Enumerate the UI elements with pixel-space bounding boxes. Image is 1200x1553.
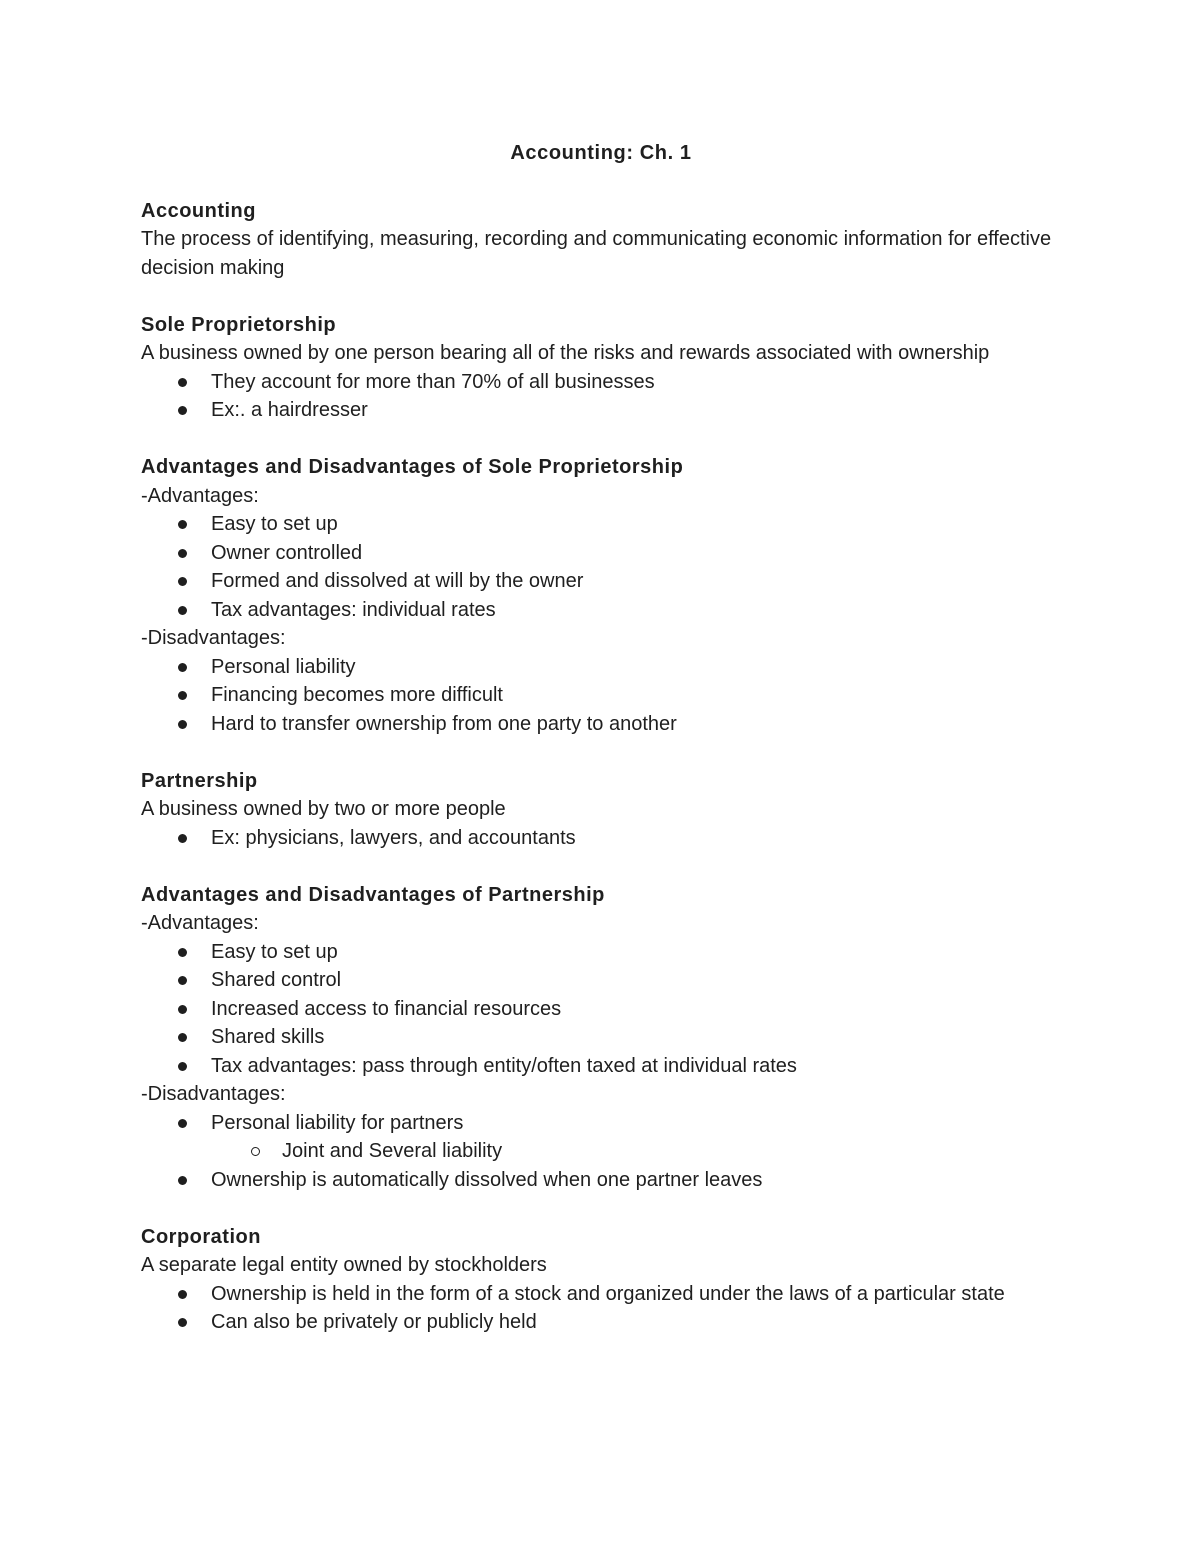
- disadvantages-label: -Disadvantages:: [141, 627, 286, 649]
- section-partnership-advantages: [141, 881, 1061, 1195]
- list-item: [141, 368, 1061, 397]
- bullet-icon: [178, 1005, 187, 1014]
- bullet-icon: [178, 549, 187, 558]
- list-item-text: Ex: physicians, lawyers, and accountants: [211, 826, 576, 849]
- section-heading: Sole Proprietorship: [141, 313, 337, 336]
- bullet-icon: [178, 720, 187, 729]
- hollow-bullet-icon: [251, 1147, 260, 1156]
- list-item-text: Can also be privately or publicly held: [211, 1311, 537, 1333]
- nested-list-item: [141, 1137, 1061, 1166]
- list-item-text: Formed and dissolved at will by the owner: [211, 570, 584, 592]
- list-item-text: Easy to set up: [211, 940, 338, 963]
- list-item-text: Personal liability for partners: [211, 1111, 464, 1134]
- list-item-text: Ex:. a hairdresser: [211, 399, 368, 421]
- bullet-icon: [178, 976, 187, 985]
- definition-text: The process of identifying, measuring, recording and communicating economic information for effective decision making: [141, 228, 1052, 279]
- list-item: [141, 938, 1061, 967]
- list-item-text: Hard to transfer ownership from one party to another: [211, 712, 677, 735]
- bullet-icon: [178, 606, 187, 615]
- list-item: [141, 1280, 1061, 1309]
- section-heading: Advantages and Disadvantages of Partnership: [141, 883, 605, 906]
- list-item: [141, 510, 1061, 539]
- list-item-text: Ownership is automatically dissolved when one partner leaves: [211, 1168, 763, 1191]
- section-heading: Corporation: [141, 1225, 261, 1248]
- list-item: [141, 539, 1061, 568]
- section-sole-proprietorship: [141, 311, 1061, 425]
- list-item: [141, 396, 1061, 425]
- list-item: [141, 1109, 1061, 1138]
- list-item-text: Increased access to financial resources: [211, 997, 562, 1020]
- list-item: [141, 596, 1061, 625]
- list-item: [141, 995, 1061, 1024]
- bullet-icon: [178, 1062, 187, 1071]
- nested-list: [141, 1137, 1061, 1166]
- list-item: [141, 1166, 1061, 1195]
- list-item: [141, 1308, 1061, 1337]
- list-item-text: They account for more than 70% of all businesses: [211, 370, 655, 393]
- list-item: [141, 966, 1061, 995]
- bullet-list: [141, 824, 1061, 853]
- disadvantages-list: [141, 1109, 1061, 1138]
- disadvantages-list-continued: [141, 1166, 1061, 1195]
- bullet-icon: [178, 520, 187, 529]
- disadvantages-label: -Disadvantages:: [141, 1083, 286, 1105]
- list-item: [141, 824, 1061, 853]
- section-heading: Advantages and Disadvantages of Sole Proprietorship: [141, 456, 684, 478]
- bullet-icon: [178, 691, 187, 700]
- list-item-text: Joint and Several liability: [282, 1140, 503, 1162]
- list-item-text: Financing becomes more difficult: [211, 684, 503, 706]
- document-page: [141, 139, 1061, 1365]
- list-item: [141, 681, 1061, 710]
- definition-text: A separate legal entity owned by stockholders: [141, 1254, 547, 1276]
- section-accounting: [141, 197, 1061, 283]
- bullet-list: [141, 368, 1061, 425]
- list-item: [141, 710, 1061, 739]
- section-corporation: [141, 1223, 1061, 1337]
- document-title: Accounting: Ch. 1: [510, 142, 692, 164]
- bullet-icon: [178, 1033, 187, 1042]
- bullet-icon: [178, 834, 187, 843]
- bullet-icon: [178, 1318, 187, 1327]
- list-item-text: Easy to set up: [211, 513, 338, 535]
- section-heading: Accounting: [141, 199, 256, 222]
- list-item: [141, 1023, 1061, 1052]
- section-heading: Partnership: [141, 769, 258, 792]
- list-item-text: Shared skills: [211, 1026, 325, 1048]
- list-item: [141, 653, 1061, 682]
- disadvantages-list: [141, 653, 1061, 739]
- bullet-list: [141, 1280, 1061, 1337]
- bullet-icon: [178, 948, 187, 957]
- list-item-text: Owner controlled: [211, 541, 363, 564]
- list-item: [141, 1052, 1061, 1081]
- list-item-text: Shared control: [211, 969, 342, 991]
- bullet-icon: [178, 378, 187, 387]
- list-item-text: Tax advantages: pass through entity/often taxed at individual rates: [211, 1054, 797, 1077]
- advantages-label: -Advantages:: [141, 912, 259, 934]
- bullet-icon: [178, 663, 187, 672]
- bullet-icon: [178, 1119, 187, 1128]
- definition-text: A business owned by one person bearing all of the risks and rewards associated with ownership: [141, 342, 990, 364]
- bullet-icon: [178, 1290, 187, 1299]
- definition-text: A business owned by two or more people: [141, 798, 506, 820]
- list-item: [141, 567, 1061, 596]
- advantages-list: [141, 510, 1061, 624]
- bullet-icon: [178, 406, 187, 415]
- advantages-list: [141, 938, 1061, 1081]
- section-sole-advantages: [141, 453, 1061, 738]
- bullet-icon: [178, 577, 187, 586]
- bullet-icon: [178, 1176, 187, 1185]
- section-partnership: [141, 767, 1061, 853]
- list-item-text: Tax advantages: individual rates: [211, 598, 496, 621]
- list-item-text: Personal liability: [211, 655, 356, 678]
- advantages-label: -Advantages:: [141, 484, 259, 507]
- list-item-text: Ownership is held in the form of a stock and organized under the laws of a particular state: [211, 1282, 1005, 1305]
